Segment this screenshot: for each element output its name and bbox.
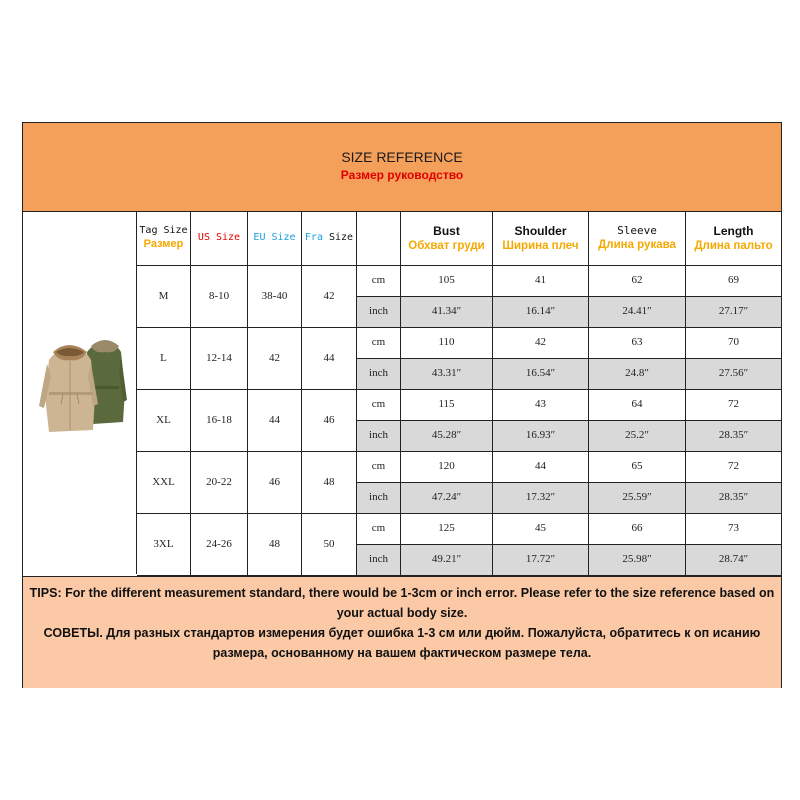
col-header-eu-size xyxy=(248,212,302,266)
col-header-sleeve xyxy=(589,212,686,266)
size-cell-tag: 3XL xyxy=(137,514,191,576)
size-cell-us: 24-26 xyxy=(191,514,248,576)
sleeve-inch-value: 25.2″ xyxy=(589,421,686,452)
size-cell-fra: 50 xyxy=(302,514,357,576)
col-header-unit xyxy=(357,212,401,266)
size-cell-eu: 42 xyxy=(248,328,302,390)
unit-cm-label: cm xyxy=(357,390,401,421)
shoulder-inch-value: 16.93″ xyxy=(493,421,589,452)
sleeve-cm-value: 62 xyxy=(589,266,686,297)
bust-inch-value: 47.24″ xyxy=(401,483,493,514)
col-header-bust xyxy=(401,212,493,266)
unit-cm-label: cm xyxy=(357,452,401,483)
product-photo-cell xyxy=(23,212,137,574)
length-cm-value: 73 xyxy=(686,514,781,545)
length-cm-value: 72 xyxy=(686,452,781,483)
bust-cm-value: 120 xyxy=(401,452,493,483)
fra-size-label-size: Size xyxy=(329,232,354,244)
length-cm-value: 72 xyxy=(686,390,781,421)
size-cell-fra: 44 xyxy=(302,328,357,390)
sleeve-inch-value: 24.41″ xyxy=(589,297,686,328)
length-inch-value: 28.35″ xyxy=(686,421,781,452)
length-inch-value: 28.35″ xyxy=(686,483,781,514)
shoulder-inch-value: 16.54″ xyxy=(493,359,589,390)
bust-label-ru: Обхват груди xyxy=(408,239,485,252)
sleeve-inch-value: 25.59″ xyxy=(589,483,686,514)
col-header-us-size xyxy=(191,212,248,266)
length-label-ru: Длина пальто xyxy=(694,239,773,252)
unit-cm-label: cm xyxy=(357,514,401,545)
sleeve-cm-value: 66 xyxy=(589,514,686,545)
unit-inch-label: inch xyxy=(357,359,401,390)
size-cell-fra: 46 xyxy=(302,390,357,452)
unit-inch-label: inch xyxy=(357,545,401,576)
tag-size-label: Tag Size xyxy=(139,225,188,237)
sleeve-cm-value: 63 xyxy=(589,328,686,359)
eu-size-label: EU Size xyxy=(253,232,296,244)
shoulder-inch-value: 17.32″ xyxy=(493,483,589,514)
unit-inch-label: inch xyxy=(357,421,401,452)
size-cell-tag: M xyxy=(137,266,191,328)
size-cell-fra: 42 xyxy=(302,266,357,328)
shoulder-inch-value: 16.14″ xyxy=(493,297,589,328)
size-cell-us: 16-18 xyxy=(191,390,248,452)
size-cell-eu: 48 xyxy=(248,514,302,576)
size-chart xyxy=(22,122,782,688)
size-cell-us: 20-22 xyxy=(191,452,248,514)
chart-title: SIZE REFERENCE xyxy=(341,149,463,165)
col-header-shoulder xyxy=(493,212,589,266)
size-cell-us: 8-10 xyxy=(191,266,248,328)
length-cm-value: 70 xyxy=(686,328,781,359)
unit-inch-label: inch xyxy=(357,483,401,514)
length-inch-value: 28.74″ xyxy=(686,545,781,576)
unit-inch-label: inch xyxy=(357,297,401,328)
length-inch-value: 27.17″ xyxy=(686,297,781,328)
unit-cm-label: cm xyxy=(357,266,401,297)
shoulder-inch-value: 17.72″ xyxy=(493,545,589,576)
sleeve-label: Sleeve xyxy=(617,224,657,238)
shoulder-cm-value: 44 xyxy=(493,452,589,483)
sleeve-label-ru: Длина рукава xyxy=(598,239,676,252)
sleeve-cm-value: 64 xyxy=(589,390,686,421)
length-label: Length xyxy=(713,223,754,238)
shoulder-cm-value: 42 xyxy=(493,328,589,359)
sleeve-inch-value: 24.8″ xyxy=(589,359,686,390)
shoulder-label-ru: Ширина плеч xyxy=(502,239,579,252)
us-size-label: US Size xyxy=(197,232,241,244)
parka-coats-image xyxy=(35,330,127,445)
shoulder-cm-value: 45 xyxy=(493,514,589,545)
size-cell-eu: 44 xyxy=(248,390,302,452)
size-cell-eu: 38-40 xyxy=(248,266,302,328)
shoulder-cm-value: 41 xyxy=(493,266,589,297)
bust-label: Bust xyxy=(433,223,460,238)
size-cell-eu: 46 xyxy=(248,452,302,514)
col-header-tag-size xyxy=(137,212,191,266)
shoulder-label: Shoulder xyxy=(514,223,567,238)
tips-english: TIPS: For the different measurement standard, there would be 1-3cm or inch error. Please refer to the size reference based on your actual body size. xyxy=(29,586,775,620)
unit-cm-label: cm xyxy=(357,328,401,359)
size-cell-tag: XXL xyxy=(137,452,191,514)
sleeve-inch-value: 25.98″ xyxy=(589,545,686,576)
tag-size-label-ru: Размер xyxy=(143,237,184,250)
bust-inch-value: 49.21″ xyxy=(401,545,493,576)
col-header-length xyxy=(686,212,781,266)
tips-box xyxy=(23,576,781,688)
size-cell-fra: 48 xyxy=(302,452,357,514)
shoulder-cm-value: 43 xyxy=(493,390,589,421)
fra-size-label-fra: Fra xyxy=(304,232,323,244)
bust-cm-value: 110 xyxy=(401,328,493,359)
size-cell-us: 12-14 xyxy=(191,328,248,390)
chart-subtitle-ru: Размер руководство xyxy=(340,168,464,182)
size-cell-tag: XL xyxy=(137,390,191,452)
bust-inch-value: 43.31″ xyxy=(401,359,493,390)
size-cell-tag: L xyxy=(137,328,191,390)
bust-inch-value: 41.34″ xyxy=(401,297,493,328)
chart-header xyxy=(23,123,781,212)
tips-russian: СОВЕТЫ. Для разных стандартов измерения будет ошибка 1-3 см или дюйм. Пожалуйста, обратитесь к оп исанию размера, основанному на вашем фактическом размере тела. xyxy=(43,626,761,660)
bust-cm-value: 115 xyxy=(401,390,493,421)
length-inch-value: 27.56″ xyxy=(686,359,781,390)
bust-inch-value: 45.28″ xyxy=(401,421,493,452)
bust-cm-value: 105 xyxy=(401,266,493,297)
length-cm-value: 69 xyxy=(686,266,781,297)
bust-cm-value: 125 xyxy=(401,514,493,545)
sleeve-cm-value: 65 xyxy=(589,452,686,483)
col-header-fra-size xyxy=(302,212,357,266)
